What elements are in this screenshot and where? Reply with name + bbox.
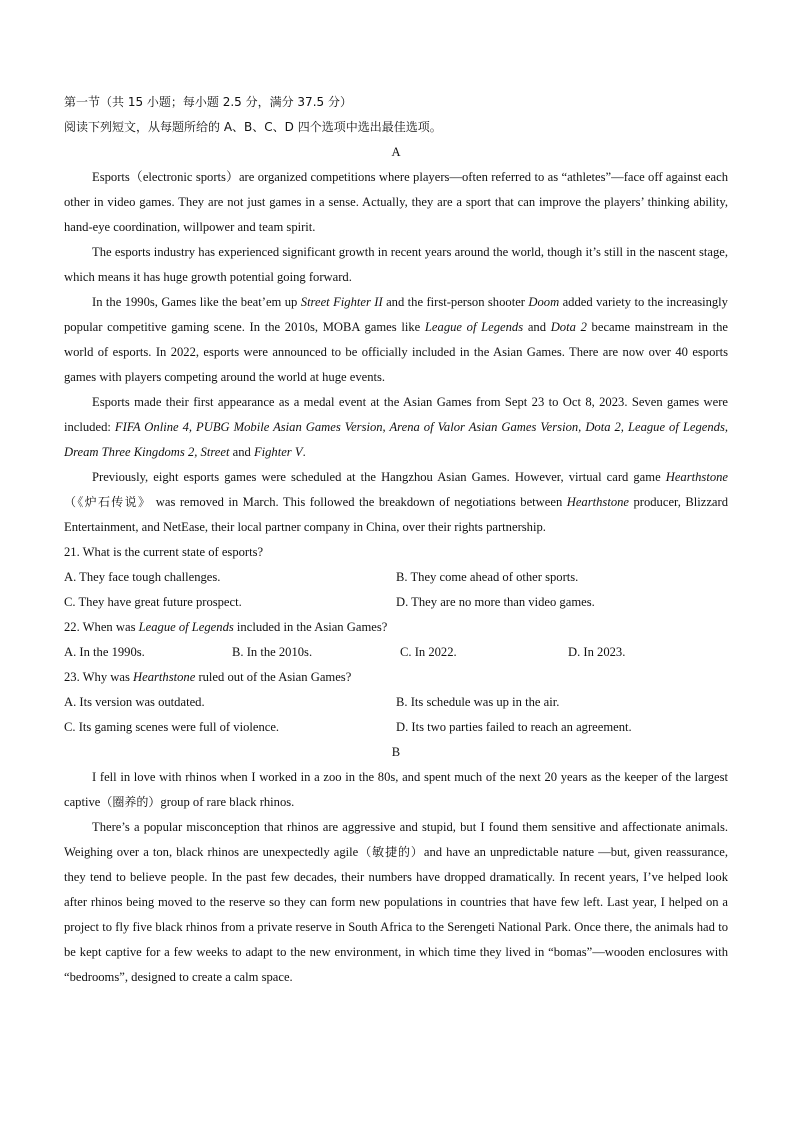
question-21-options-row-2 [64, 590, 728, 615]
section-header: 第一节（共 15 小题；每小题 2.5 分，满分 37.5 分） [64, 95, 352, 109]
question-21-options-row-1 [64, 565, 728, 590]
p4-text-and: and [229, 445, 254, 459]
passage-a-paragraph-4 [64, 390, 728, 465]
question-22-options [64, 640, 728, 665]
passage-a-paragraph-1: Esports（electronic sports）are organized competitions where players—often referred to as “athletes”—face off against each other in video games. They are not just games in a sense. Actually, they are a sport that can improve the players’ thinking ability, hand-eye coordination, willpower and team spirit. [64, 170, 728, 234]
p5-text-a: Previously, eight esports games were scheduled at the Hangzhou Asian Games. However, virtual card game [92, 470, 666, 484]
p5-text-c: producer, Blizzard Entertainment, and NetEase, their local partner company in China, over their rights partnership. [64, 495, 729, 534]
pb2-chinese-gloss: （敏捷的） [358, 845, 424, 859]
pb2-text-b: and have an unpredictable nature —but, given reassurance, they tend to believe people. In the past few decades, their numbers have dropped dramatically. In recent years, I’ve helped look after rhinos being moved to the reserve so they can form new populations in countries that have few left. Last year, I helped on a project to fly five black rhinos from a private reserve in South Africa to the Serengeti National Park. Once there, the animals had to be kept captive for a few weeks to adapt to the new environment, in which time they lived in “bomas”—wooden enclosures with “bedrooms”, designed to create a calm space. [64, 845, 728, 984]
q22-stem-a: 22. When was [64, 620, 139, 634]
passage-a-paragraph-3 [64, 290, 728, 390]
question-23-options-row-2 [64, 715, 728, 740]
pb1-chinese-gloss: （圈养的） [100, 795, 161, 809]
passage-b-paragraph-1 [64, 765, 728, 815]
pb1-text-b: group of rare black rhinos. [160, 795, 295, 809]
question-22-option-a: A. In the 1990s. [64, 645, 145, 659]
p3-title-street-fighter: Street Fighter II [300, 295, 383, 309]
question-22-option-d: D. In 2023. [568, 645, 626, 659]
p4-text-end: . [302, 445, 306, 459]
question-22-option-c: C. In 2022. [400, 645, 457, 659]
pb1-text-a: I fell in love with rhinos when I worked in a zoo in the 80s, and spent much of the next 20 years as the keeper of the largest captive [64, 770, 728, 809]
p5-text-b: was removed in March. This followed the breakdown of negotiations between [151, 495, 567, 509]
passage-a-paragraph-5 [64, 465, 728, 540]
question-23-options-row-1 [64, 690, 728, 715]
question-23-option-b: B. Its schedule was up in the air. [396, 695, 560, 709]
q22-stem-b: included in the Asian Games? [233, 620, 388, 634]
question-21-option-c: C. They have great future prospect. [64, 595, 242, 609]
p3-title-doom: Doom [528, 295, 560, 309]
pb2-text-a: There’s a popular misconception that rhinos are aggressive and stupid, but I found them sensitive and affectionate animals. Weighing over a ton, black rhinos are unexpectedly agile [64, 820, 728, 859]
question-23-option-d: D. Its two parties failed to reach an agreement. [396, 720, 632, 734]
q23-stem-b: ruled out of the Asian Games? [195, 670, 352, 684]
passage-a-paragraph-2: The esports industry has experienced significant growth in recent years around the world, though it’s still in the nascent stage, which means it has huge growth potential going forward. [64, 245, 728, 284]
p3-text-c: added variety to the increasingly popular competitive gaming scene. In the 2010s, MOBA games like [64, 295, 728, 334]
p3-title-dota: Dota 2 [550, 320, 587, 334]
section-instruction: 阅读下列短文，从每题所给的 A、B、C、D 四个选项中选出最佳选项。 [64, 120, 442, 134]
p4-text-a: Esports made their first appearance as a medal event at the Asian Games from Sept 23 to Oct 8, 2023. Seven games were included: [64, 395, 728, 434]
p3-text-b: and the first-person shooter [382, 295, 529, 309]
p4-title-fighter: Fighter V [253, 445, 303, 459]
q22-stem-title: League of Legends [138, 620, 234, 634]
question-23-option-c: C. Its gaming scenes were full of violence. [64, 720, 280, 734]
question-22-option-b: B. In the 2010s. [232, 645, 313, 659]
question-21-stem: 21. What is the current state of esports? [64, 545, 264, 559]
exam-page [64, 90, 728, 990]
q23-stem-title: Hearthstone [133, 670, 196, 684]
question-22-stem [64, 615, 728, 640]
question-23-option-a: A. Its version was outdated. [64, 695, 205, 709]
p3-text-a: In the 1990s, Games like the beat’em up [92, 295, 301, 309]
passage-a-label: A [391, 145, 401, 159]
p3-text-e: became mainstream in the world of esports. In 2022, esports were announced to be officially included in the Asian Games. There are now over 40 esports games with players competing around the world at huge events. [64, 320, 728, 384]
p4-game-list: FIFA Online 4, PUBG Mobile Asian Games Version, Arena of Valor Asian Games Version, Dota 2, League of Legends, Dream Three Kingdoms 2, Street [64, 420, 728, 459]
passage-b-paragraph-2 [64, 815, 728, 990]
question-23-stem [64, 665, 728, 690]
q23-stem-a: 23. Why was [64, 670, 134, 684]
question-21-option-a: A. They face tough challenges. [64, 570, 221, 584]
p5-title-hearthstone-2: Hearthstone [566, 495, 629, 509]
question-21-option-b: B. They come ahead of other sports. [396, 570, 579, 584]
p3-title-lol: League of Legends [424, 320, 524, 334]
passage-b-label: B [391, 745, 401, 759]
p5-title-hearthstone: Hearthstone [665, 470, 728, 484]
question-21-option-d: D. They are no more than video games. [396, 595, 595, 609]
p3-text-d: and [523, 320, 551, 334]
p5-chinese-gloss: （《炉石传说》 [64, 495, 152, 509]
